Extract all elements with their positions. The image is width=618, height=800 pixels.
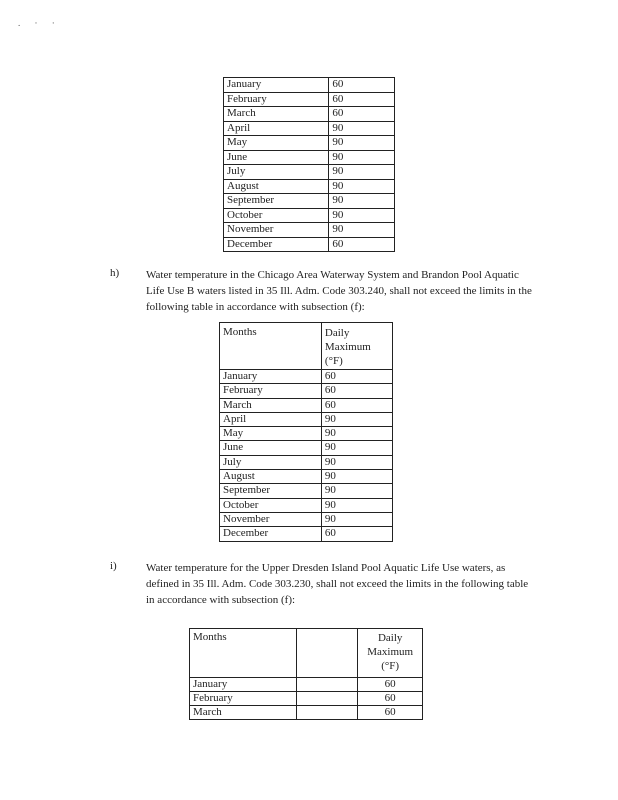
month-cell: July [224,165,329,180]
temperature-table-2 [219,322,393,542]
month-cell: July [220,455,322,469]
max-temperature-cell: 60 [358,678,423,692]
table-row [224,121,395,136]
table-row [220,384,393,398]
table-row [190,706,423,720]
month-cell: April [220,412,322,426]
table-row [190,692,423,706]
table-row [220,398,393,412]
scan-mark: . · · [18,18,61,28]
table-row [220,455,393,469]
month-cell: June [224,150,329,165]
month-cell: December [220,527,322,541]
month-cell: March [190,706,297,720]
max-temperature-cell: 60 [329,237,395,252]
max-temperature-cell: 90 [321,470,392,484]
table-row [224,208,395,223]
month-cell: March [220,398,322,412]
temperature-table-1 [223,77,395,252]
month-cell: February [190,692,297,706]
months-header: Months [220,323,322,370]
max-temperature-cell: 60 [358,706,423,720]
month-cell: September [220,484,322,498]
section-i-paragraph: Water temperature for the Upper Dresden Island Pool Aquatic Life Use waters, as defined in 35 Ill. Adm. Code 303.230, shall not exceed the limits in the following table in accordance with subsection (f): [146,562,529,606]
max-temperature-cell: 90 [329,223,395,238]
max-temperature-cell: 60 [321,527,392,541]
table-row [220,470,393,484]
max-temperature-cell: 90 [321,484,392,498]
table-row [224,223,395,238]
table-header-row [190,629,423,678]
max-temperature-cell: 60 [321,384,392,398]
max-temperature-cell: 90 [321,498,392,512]
month-cell: January [220,370,322,384]
max-temperature-cell: 90 [329,121,395,136]
temperature-table-3 [189,628,423,720]
empty-cell [297,706,358,720]
max-temperature-cell: 60 [329,92,395,107]
month-cell: January [224,78,329,93]
max-temperature-cell: 60 [321,398,392,412]
table-row [220,512,393,526]
month-cell: October [224,208,329,223]
table-row [224,150,395,165]
max-temperature-cell: 90 [329,208,395,223]
table-row [220,498,393,512]
month-cell: November [224,223,329,238]
month-cell: February [220,384,322,398]
section-h-label: h) [110,267,120,279]
month-cell: April [224,121,329,136]
month-cell: October [220,498,322,512]
daily-maximum-header: Daily Maximum (°F) [321,323,392,370]
month-cell: November [220,512,322,526]
max-temperature-cell: 90 [321,412,392,426]
table-row [224,179,395,194]
table-row [224,78,395,93]
table-row [190,678,423,692]
empty-header-cell [297,629,358,678]
month-cell: August [220,470,322,484]
max-temperature-cell: 90 [329,150,395,165]
temperature-table-3-body [190,629,423,720]
month-cell: December [224,237,329,252]
table-row [224,107,395,122]
month-cell: June [220,441,322,455]
table-row [224,237,395,252]
max-temperature-cell: 60 [358,692,423,706]
table-row [220,527,393,541]
table-row [224,92,395,107]
table-row [220,370,393,384]
table-row [220,412,393,426]
month-cell: March [224,107,329,122]
max-temperature-cell: 90 [329,165,395,180]
table-row [220,484,393,498]
table-row [224,194,395,209]
month-cell: August [224,179,329,194]
max-temperature-cell: 90 [329,194,395,209]
max-temperature-cell: 60 [329,78,395,93]
max-temperature-cell: 90 [321,455,392,469]
table-row [224,165,395,180]
max-temperature-cell: 90 [321,512,392,526]
month-cell: January [190,678,297,692]
temperature-table-2-body [220,323,393,542]
daily-maximum-header: Daily Maximum (°F) [358,629,423,678]
empty-cell [297,692,358,706]
temperature-table-1-body [224,78,395,252]
max-temperature-cell: 90 [321,441,392,455]
section-h-paragraph: Water temperature in the Chicago Area Waterway System and Brandon Pool Aquatic Life Use B waters listed in 35 Ill. Adm. Code 303.240, shall not exceed the limits in the following table in accordance with subsection (f): [146,269,532,313]
table-row [224,136,395,151]
month-cell: May [220,427,322,441]
empty-cell [297,678,358,692]
month-cell: September [224,194,329,209]
table-row [220,427,393,441]
section-i-label: i) [110,560,117,572]
table-row [220,441,393,455]
month-cell: February [224,92,329,107]
max-temperature-cell: 90 [329,179,395,194]
month-cell: May [224,136,329,151]
max-temperature-cell: 60 [329,107,395,122]
max-temperature-cell: 60 [321,370,392,384]
max-temperature-cell: 90 [321,427,392,441]
max-temperature-cell: 90 [329,136,395,151]
months-header: Months [190,629,297,678]
table-header-row [220,323,393,370]
